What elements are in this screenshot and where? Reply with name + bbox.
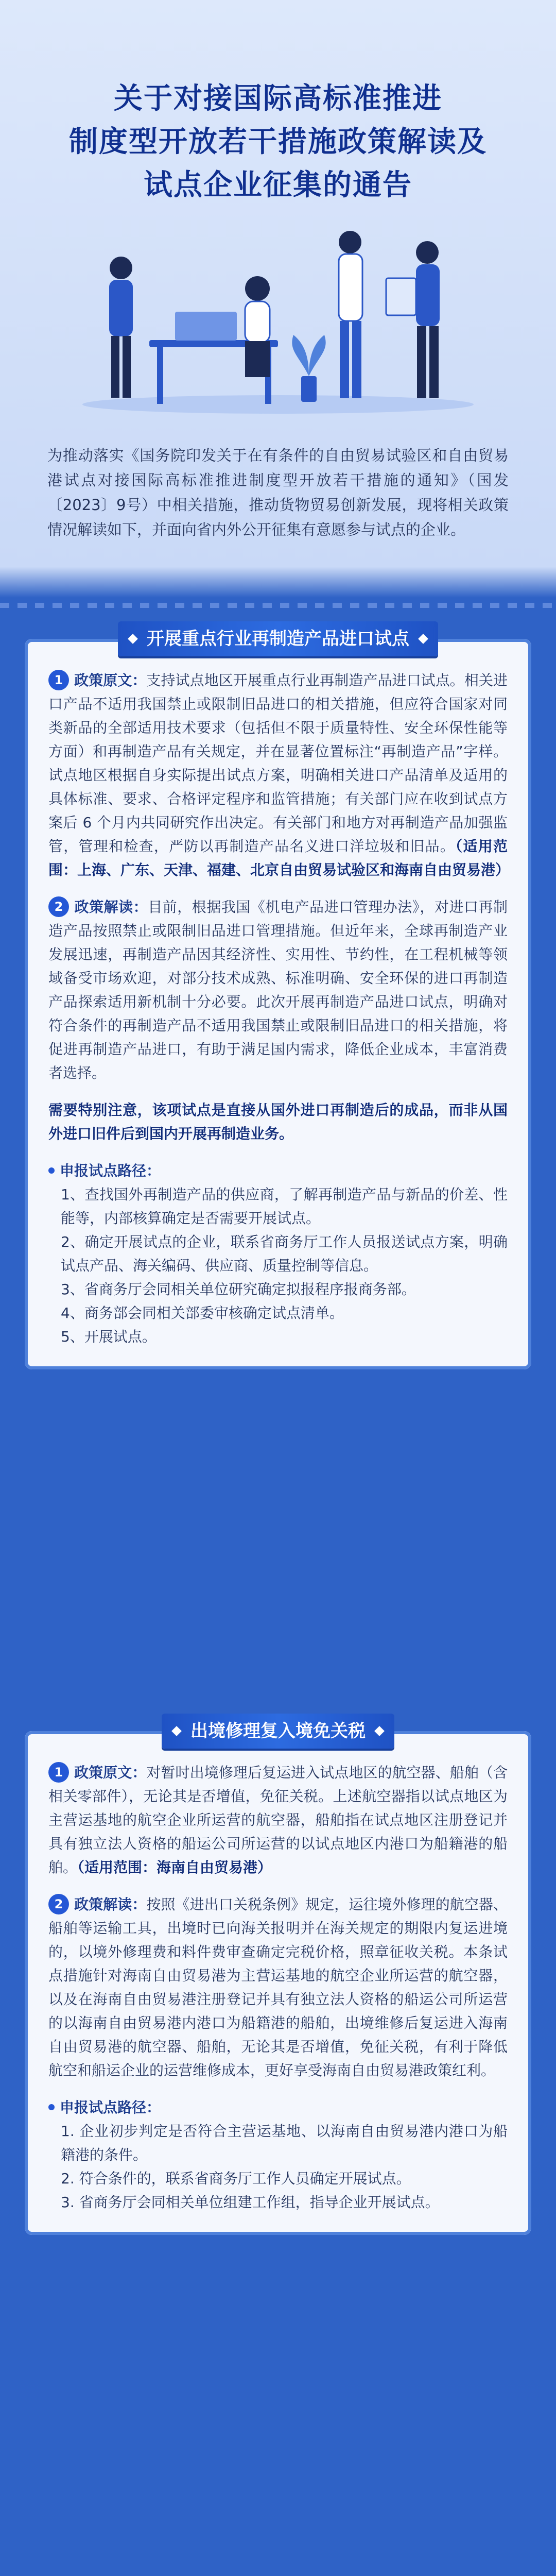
number-badge: 2: [48, 896, 69, 917]
title-line-2: 制度型开放若干措施政策解读及: [69, 125, 487, 159]
steps-heading: 申报试点路径：: [48, 2096, 508, 2120]
number-badge: 2: [48, 1894, 69, 1914]
policy-scope: （适用范围：上海、广东、天津、福建、北京自由贸易试验区和海南自由贸易港）: [48, 838, 510, 878]
section-remanufacture: [25, 629, 531, 1369]
policy-text: 目前，根据我国《机电产品进口管理办法》，对进口再制造产品按照禁止或限制旧品进口管理措施。但近年来，全球再制造产业发展迅速，再制造产品因其经济性、实用性、节约性，在工程机械等领域备受市场欢迎，对部分技术成熟、标准明确、安全环保的进口再制造产品探索适用新机制十分必要。此次开展再制造产品进口试点，明确对符合条件的再制造产品不适用我国禁止或限制旧品进口的相关措施，将促进再制造产品进口，有助于满足国内需求，降低企业成本，丰富消费者选择。: [48, 899, 508, 1081]
page-title: [0, 77, 556, 207]
policy-text: 支持试点地区开展重点行业再制造产品进口试点。相关进口产品不适用我国禁止或限制旧品进口的相关措施，但应符合国家对同类新品的全部适用技术要求（包括但不限于质量特性、安全环保性能等方面）和再制造产品有关规定，并在显著位置标注“再制造产品”字样。试点地区根据自身实际提出试点方案，明确相关进口产品清单及适用的具体标准、要求、合格评定程序和监管措施；有关部门应在收到试点方案后 6 个月内共同研究作出决定。有关部门和地方对再制造产品加强监管，管理和检查，严防以再制造产品名义进口洋垃圾和旧品。: [48, 672, 508, 855]
policy-label: 政策原文：: [74, 672, 147, 689]
special-note: 需要特别注意，该项试点是直接从国外进口再制造后的成品，而非从国外进口旧件后到国内开展再制造业务。: [48, 1101, 508, 1142]
policy-text: 按照《进出口关税条例》规定，运往境外修理的航空器、船舶等运输工具，出境时已向海关报明并在海关规定的期限内复运进境的，以境外修理费和料件费审查确定完税价格，照章征收关税。本条试点措施针对海南自由贸易港为主营运基地的航空企业所运营的航空器，以及在海南自由贸易港注册登记并具有独立法人资格的船运公司所运营的以海南自由贸易港内港口为船籍港的船舶，出境维修后复运进入海南自由贸易港的航空器、船舶，无论其是否增值，免征关税，有利于降低航空和船运企业的运营维修成本，更好享受海南自由贸易港政策红利。: [48, 1896, 508, 2079]
steps-list: [48, 1183, 508, 1349]
section-outbound-repair: [25, 1721, 531, 2235]
policy-interpretation: [48, 895, 508, 1085]
people-illustration: [72, 222, 484, 417]
policy-original: [48, 669, 508, 882]
title-line-1: 关于对接国际高标准推进: [114, 82, 442, 115]
hero: [0, 0, 556, 577]
list-item: 3、省商务厅会同相关单位研究确定拟报程序报商务部。: [61, 1281, 416, 1298]
policy-label: 政策原文：: [74, 1764, 147, 1781]
list-item: 3. 省商务厅会同相关单位组建工作组，指导企业开展试点。: [61, 2194, 440, 2211]
steps-list: [48, 2120, 508, 2214]
list-item: 4、商务部会同相关部委审核确定试点清单。: [61, 1304, 344, 1321]
policy-interpretation: [48, 1893, 508, 2082]
section-banner: 出境修理复入境免关税: [162, 1714, 394, 1749]
intro-paragraph: 为推动落实《国务院印发关于在有条件的自由贸易试验区和自由贸易港试点对接国际高标准推进制度型开放若干措施的通知》（国发〔2023〕9号）中相关措施，推动货物贸易创新发展，现将相关政策情况解读如下，并面向省内外公开征集有意愿参与试点的企业。: [47, 447, 509, 538]
panel: [25, 1721, 531, 2235]
list-item: 2. 符合条件的，联系省商务厅工作人员确定开展试点。: [61, 2170, 411, 2187]
number-badge: 1: [48, 670, 69, 690]
list-item: 1. 企业初步判定是否符合主营运基地、以海南自由贸易港内港口为船籍港的条件。: [61, 2123, 508, 2163]
panel: [25, 629, 531, 1369]
title-line-3: 试点企业征集的通告: [144, 168, 412, 202]
steps-heading: 申报试点路径：: [48, 1159, 508, 1183]
policy-text: 对暂时出境修理后复运进入试点地区的航空器、船舶（含相关零部件），无论其是否增值，免征关税。上述航空器指以试点地区为主营运基地的航空企业所运营的航空器，船舶指在试点地区注册登记并具有独立法人资格的船运公司所运营的以试点地区内港口为船籍港的船舶。: [48, 1764, 508, 1876]
policy-original: [48, 1761, 508, 1879]
list-item: 2、确定开展试点的企业，联系省商务厅工作人员报送试点方案，明确试点产品、海关编码、供应商、质量控制等信息。: [61, 1233, 508, 1274]
policy-scope: （适用范围：海南自由贸易港）: [77, 1859, 272, 1876]
policy-label: 政策解读：: [74, 899, 148, 916]
number-badge: 1: [48, 1762, 69, 1783]
section-banner: 开展重点行业再制造产品进口试点: [118, 621, 438, 656]
bullet-icon: [48, 2104, 55, 2110]
list-item: 5、开展试点。: [61, 1328, 157, 1345]
policy-label: 政策解读：: [74, 1896, 147, 1913]
list-item: 1、查找国外再制造产品的供应商，了解再制造产品与新品的价差、性能等，内部核算确定是否需要开展试点。: [61, 1186, 508, 1227]
bullet-icon: [48, 1167, 55, 1174]
decorative-stripe: [0, 603, 556, 608]
